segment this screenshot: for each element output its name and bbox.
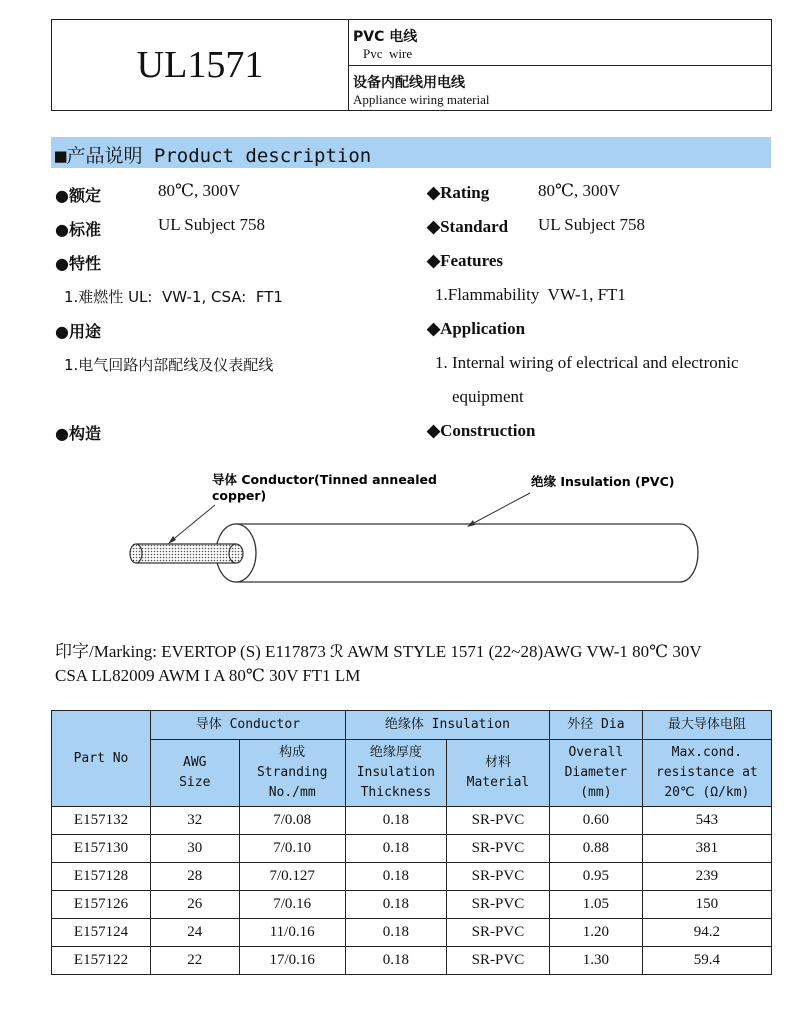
wire-use-en: Appliance wiring material [353,92,490,107]
part-no-cell: E157132 [52,807,151,835]
stranding-cell: 7/0.127 [239,863,345,891]
application-label-cn: ●用途 [55,322,101,341]
awg-cell: 24 [150,919,239,947]
rating-value-cn: 80℃, 300V [158,181,241,200]
table-row [52,947,772,975]
material-header: 材料 Material [446,740,549,807]
resistance-header: 最大导体电阻 [642,711,771,740]
wire-type-cell [349,20,771,66]
thickness-header: 绝缘厚度 Insulation Thickness [345,740,446,807]
material-cell: SR-PVC [446,863,549,891]
rating-label-en: ◆Rating [427,183,490,202]
max-resistance-cell: 239 [642,863,771,891]
conductor-strand [130,544,243,563]
marking-line1: 印字/Marking: EVERTOP (S) E117873 ℛ AWM STYLE 1571 (22~28)AWG VW-1 80℃ 30V [55,642,702,661]
insulation-label: 绝缘 Insulation (PVC) [531,474,675,489]
table-row [52,919,772,947]
awg-cell: 28 [150,863,239,891]
part-no-cell: E157124 [52,919,151,947]
table-row [52,891,772,919]
thickness-cell: 0.18 [345,807,446,835]
features-item-cn: 1.难燃性 UL: VW-1, CSA: FT1 [64,288,283,306]
application-item-en-line2: equipment [452,387,524,406]
overall-diameter-header: Overall Diameter (mm) [550,740,643,807]
material-cell: SR-PVC [446,835,549,863]
max-resistance-cell: 381 [642,835,771,863]
awg-cell: 22 [150,947,239,975]
awg-header: AWG Size [150,740,239,807]
max-resistance-cell: 543 [642,807,771,835]
table-row [52,807,772,835]
max-resistance-cell: 150 [642,891,771,919]
insulation-jacket [216,524,698,582]
construction-label-en: ◆Construction [427,421,536,440]
conductor-header: 导体 Conductor [150,711,345,740]
spec-table [51,710,772,975]
section-header [51,137,771,168]
thickness-cell: 0.18 [345,947,446,975]
conductor-label-line1: 导体 Conductor(Tinned annealed [212,472,437,487]
overall-diameter-cell: 0.60 [550,807,643,835]
max-resistance-header: Max.cond. resistance at 20℃ (Ω/km) [642,740,771,807]
application-label-en: ◆Application [427,319,526,338]
header-box [51,19,772,111]
material-cell: SR-PVC [446,807,549,835]
rating-value-en: 80℃, 300V [538,181,621,200]
overall-diameter-cell: 1.30 [550,947,643,975]
thickness-cell: 0.18 [345,891,446,919]
table-row [52,863,772,891]
section-title: ■产品说明 Product description [55,145,372,167]
stranding-cell: 11/0.16 [239,919,345,947]
overall-diameter-cell: 1.05 [550,891,643,919]
conductor-leader-arrow [168,505,215,544]
table-body [52,807,772,975]
stranding-cell: 7/0.10 [239,835,345,863]
insulation-header: 绝缘体 Insulation [345,711,549,740]
standard-label-en: ◆Standard [427,217,509,236]
stranding-cell: 17/0.16 [239,947,345,975]
marking-line2: CSA LL82009 AWM I A 80℃ 30V FT1 LM [55,666,361,685]
wire-use-cn: 设备内配线用电线 [353,75,465,91]
awg-cell: 30 [150,835,239,863]
overall-diameter-cell: 0.95 [550,863,643,891]
part-no-header: Part No [52,711,151,807]
rating-label-cn: ●额定 [55,186,101,205]
wire-use-cell [349,66,771,110]
conductor-label-line2: copper) [212,488,267,503]
features-label-en: ◆Features [427,251,504,270]
material-cell: SR-PVC [446,947,549,975]
wire-construction-diagram [0,460,801,600]
wire-type-cn: PVC 电线 [353,29,418,45]
awg-cell: 26 [150,891,239,919]
model-title: UL1571 [52,20,349,110]
wire-type-en: Pvc wire [363,46,413,61]
application-item-cn: 1.电气回路内部配线及仪表配线 [64,356,274,374]
material-cell: SR-PVC [446,919,549,947]
part-no-cell: E157122 [52,947,151,975]
stranding-cell: 7/0.08 [239,807,345,835]
table-row [52,835,772,863]
features-label-cn: ●特性 [55,254,101,273]
features-item-en: 1.Flammability VW-1, FT1 [435,285,626,304]
part-no-cell: E157128 [52,863,151,891]
overall-diameter-cell: 1.20 [550,919,643,947]
insulation-leader-arrow [467,493,530,527]
standard-label-cn: ●标准 [55,220,101,239]
max-resistance-cell: 59.4 [642,947,771,975]
overall-diameter-cell: 0.88 [550,835,643,863]
construction-label-cn: ●构造 [55,424,101,443]
max-resistance-cell: 94.2 [642,919,771,947]
thickness-cell: 0.18 [345,919,446,947]
dia-header: 外径 Dia [550,711,643,740]
thickness-cell: 0.18 [345,863,446,891]
stranding-header: 构成 Stranding No./mm [239,740,345,807]
application-item-en-line1: 1. Internal wiring of electrical and electronic [435,353,739,372]
standard-value-en: UL Subject 758 [538,215,646,234]
standard-value-cn: UL Subject 758 [158,215,266,234]
stranding-cell: 7/0.16 [239,891,345,919]
material-cell: SR-PVC [446,891,549,919]
awg-cell: 32 [150,807,239,835]
thickness-cell: 0.18 [345,835,446,863]
part-no-cell: E157130 [52,835,151,863]
part-no-cell: E157126 [52,891,151,919]
